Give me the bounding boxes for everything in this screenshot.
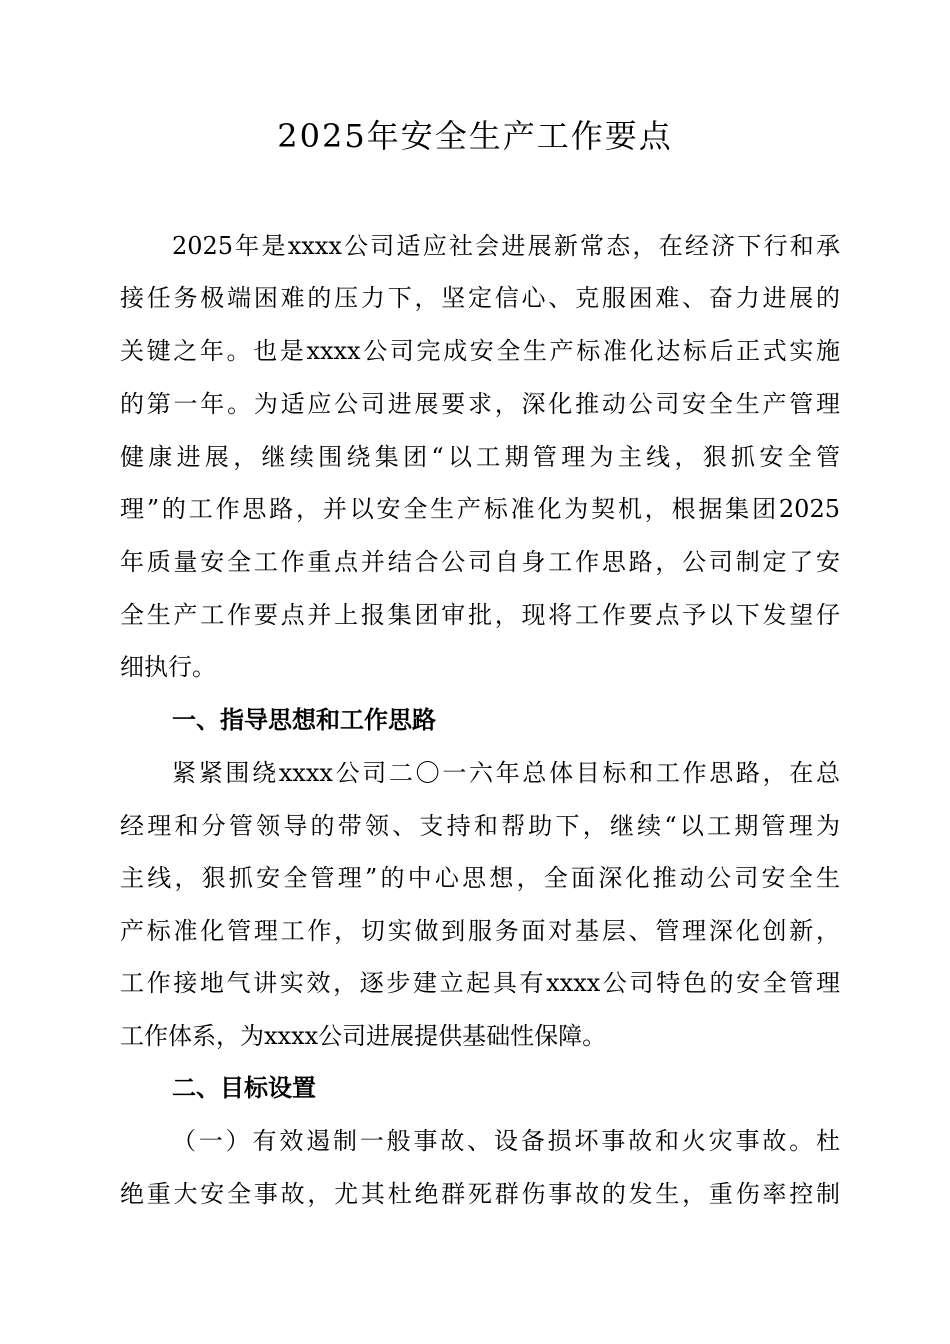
paragraph-line: 产标准化管理工作，切实做到服务面对基层、管理深化创新， bbox=[120, 917, 840, 945]
paragraph-line: 全生产工作要点并上报集团审批，现将工作要点予以下发望仔 bbox=[120, 601, 840, 629]
paragraph-line: 关键之年。也是xxxx公司完成安全生产标准化达标后正式实施 bbox=[120, 337, 840, 365]
paragraph-line: 经理和分管领导的带领、支持和帮助下，继续“以工期管理为 bbox=[120, 812, 840, 840]
section-heading: 二、目标设置 bbox=[172, 1074, 316, 1102]
paragraph-line: 工作接地气讲实效，逐步建立起具有xxxx公司特色的安全管理 bbox=[120, 969, 840, 997]
paragraph-line: 主线，狠抓安全管理”的中心思想，全面深化推动公司安全生 bbox=[120, 864, 840, 892]
paragraph-line: 细执行。 bbox=[120, 653, 216, 681]
paragraph-line: 紧紧围绕xxxx公司二〇一六年总体目标和工作思路，在总 bbox=[172, 759, 840, 787]
paragraph-line: 绝重大安全事故，尤其杜绝群死群伤事故的发生，重伤率控制 bbox=[120, 1180, 840, 1208]
paragraph-line: 2025年是xxxx公司适应社会进展新常态，在经济下行和承 bbox=[172, 232, 840, 260]
paragraph-line: 理”的工作思路，并以安全生产标准化为契机，根据集团2025 bbox=[120, 495, 840, 523]
paragraph-line: 年质量安全工作重点并结合公司自身工作思路，公司制定了安 bbox=[120, 548, 840, 576]
paragraph-line: 工作体系，为xxxx公司进展提供基础性保障。 bbox=[120, 1022, 607, 1050]
paragraph-line: 的第一年。为适应公司进展要求，深化推动公司安全生产管理 bbox=[120, 390, 840, 418]
document-title: 2025年安全生产工作要点 bbox=[277, 117, 673, 155]
paragraph-line: 接任务极端困难的压力下，坚定信心、克服困难、奋力进展的 bbox=[120, 284, 840, 312]
paragraph-line: 健康进展，继续围绕集团“以工期管理为主线，狠抓安全管 bbox=[120, 443, 840, 471]
paragraph-line: （一）有效遏制一般事故、设备损坏事故和火灾事故。杜 bbox=[172, 1127, 840, 1155]
section-heading: 一、指导思想和工作思路 bbox=[172, 706, 436, 734]
